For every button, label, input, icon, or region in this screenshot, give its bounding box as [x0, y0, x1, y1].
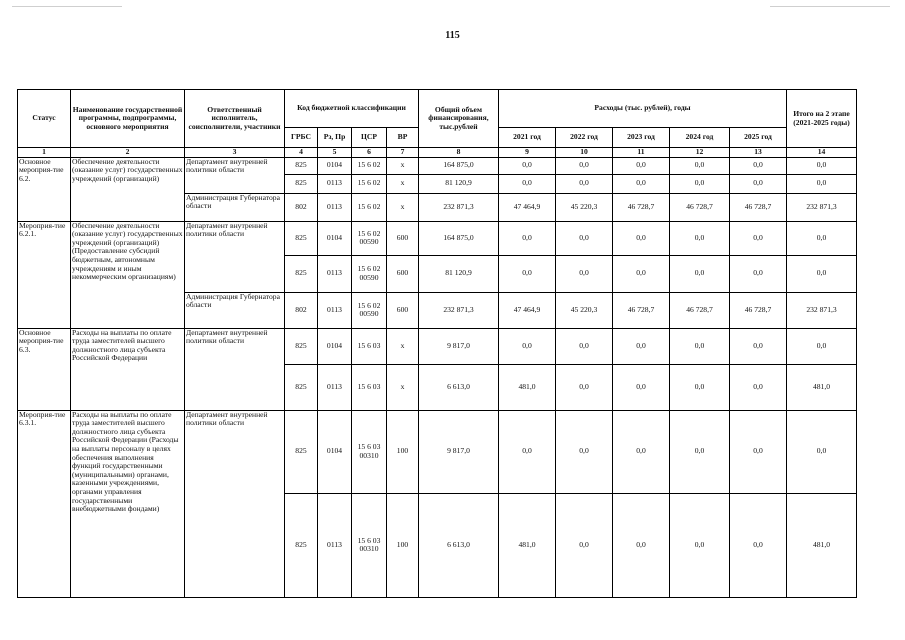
grbs-cell: 802	[285, 292, 318, 328]
stage-total-cell: 0,0	[787, 221, 857, 255]
grbs-cell: 825	[285, 493, 318, 597]
stage-total-cell: 0,0	[787, 328, 857, 364]
rzpr-cell: 0104	[318, 410, 352, 493]
year-2022-cell: 0,0	[556, 221, 613, 255]
year-2024-cell: 0,0	[670, 328, 730, 364]
year-2025-cell: 0,0	[730, 493, 787, 597]
table-row	[18, 221, 857, 255]
event-name-cell: Обеспечение деятельности (оказание услуг) государственных учреждений (организаций) (Предоставление субсидий бюджетным, автономным учреждениям и иным некоммерческим организациям)	[71, 221, 185, 328]
rzpr-cell: 0113	[318, 493, 352, 597]
year-2024-cell: 0,0	[670, 174, 730, 193]
rzpr-cell: 0104	[318, 221, 352, 255]
header-total-volume: Общий объем финансирования, тыс.рублей	[419, 90, 499, 148]
scan-edge-line-left	[12, 6, 122, 7]
column-number: 4	[285, 148, 318, 158]
grbs-cell: 825	[285, 157, 318, 174]
year-2023-cell: 0,0	[613, 493, 670, 597]
year-2024-cell: 0,0	[670, 364, 730, 410]
rzpr-cell: 0104	[318, 328, 352, 364]
vr-cell: 600	[387, 292, 419, 328]
year-2023-cell: 46 728,7	[613, 292, 670, 328]
year-2024-cell: 0,0	[670, 157, 730, 174]
header-year-2022: 2022 год	[556, 128, 613, 148]
header-rzpr: Рз, Пр	[318, 128, 352, 148]
year-2022-cell: 0,0	[556, 174, 613, 193]
column-number: 2	[71, 148, 185, 158]
rzpr-cell: 0113	[318, 292, 352, 328]
year-2021-cell: 0,0	[499, 255, 556, 292]
grbs-cell: 802	[285, 193, 318, 221]
year-2022-cell: 45 220,3	[556, 193, 613, 221]
vr-cell: 100	[387, 410, 419, 493]
year-2024-cell: 46 728,7	[670, 193, 730, 221]
year-2022-cell: 0,0	[556, 328, 613, 364]
vr-cell: 600	[387, 255, 419, 292]
total-cell: 81 120,9	[419, 174, 499, 193]
total-cell: 164 875,0	[419, 221, 499, 255]
stage-total-cell: 0,0	[787, 410, 857, 493]
vr-cell: х	[387, 364, 419, 410]
year-2024-cell: 0,0	[670, 255, 730, 292]
column-number: 12	[670, 148, 730, 158]
header-vr: ВР	[387, 128, 419, 148]
executor-cell: Департамент внутренней политики области	[185, 221, 285, 292]
year-2023-cell: 0,0	[613, 221, 670, 255]
rzpr-cell: 0104	[318, 157, 352, 174]
year-2025-cell: 0,0	[730, 364, 787, 410]
year-2024-cell: 0,0	[670, 221, 730, 255]
header-name: Наименование государственной программы, подпрограммы, основного мероприятия	[71, 90, 185, 148]
year-2022-cell: 0,0	[556, 410, 613, 493]
grbs-cell: 825	[285, 221, 318, 255]
year-2021-cell: 0,0	[499, 328, 556, 364]
stage-total-cell: 0,0	[787, 255, 857, 292]
executor-cell: Департамент внутренней политики области	[185, 410, 285, 597]
rzpr-cell: 0113	[318, 255, 352, 292]
grbs-cell: 825	[285, 328, 318, 364]
rzpr-cell: 0113	[318, 364, 352, 410]
event-name-cell: Расходы на выплаты по оплате труда заместителей высшего должностного лица субъекта Российской Федерации	[71, 328, 185, 410]
executor-cell: Департамент внутренней политики области	[185, 157, 285, 193]
rzpr-cell: 0113	[318, 193, 352, 221]
year-2025-cell: 0,0	[730, 157, 787, 174]
year-2023-cell: 46 728,7	[613, 193, 670, 221]
executor-cell: Департамент внутренней политики области	[185, 328, 285, 410]
executor-cell: Администрация Губернатора области	[185, 292, 285, 328]
table-row	[18, 410, 857, 493]
year-2021-cell: 0,0	[499, 157, 556, 174]
year-2024-cell: 46 728,7	[670, 292, 730, 328]
total-cell: 232 871,3	[419, 193, 499, 221]
csr-cell: 15 6 02 00590	[352, 292, 387, 328]
executor-cell: Администрация Губернатора области	[185, 193, 285, 221]
csr-cell: 15 6 03	[352, 364, 387, 410]
csr-cell: 15 6 02 00590	[352, 255, 387, 292]
column-number: 1	[18, 148, 71, 158]
column-number: 8	[419, 148, 499, 158]
total-cell: 164 875,0	[419, 157, 499, 174]
year-2022-cell: 0,0	[556, 157, 613, 174]
year-2023-cell: 0,0	[613, 328, 670, 364]
total-cell: 9 817,0	[419, 410, 499, 493]
stage-total-cell: 481,0	[787, 364, 857, 410]
column-number: 13	[730, 148, 787, 158]
total-cell: 232 871,3	[419, 292, 499, 328]
year-2025-cell: 0,0	[730, 174, 787, 193]
year-2023-cell: 0,0	[613, 174, 670, 193]
year-2022-cell: 0,0	[556, 364, 613, 410]
vr-cell: х	[387, 328, 419, 364]
total-cell: 81 120,9	[419, 255, 499, 292]
stage-total-cell: 0,0	[787, 174, 857, 193]
year-2025-cell: 46 728,7	[730, 193, 787, 221]
column-number: 6	[352, 148, 387, 158]
year-2021-cell: 481,0	[499, 493, 556, 597]
column-number: 7	[387, 148, 419, 158]
csr-cell: 15 6 02	[352, 174, 387, 193]
header-year-2024: 2024 год	[670, 128, 730, 148]
header-csr: ЦСР	[352, 128, 387, 148]
grbs-cell: 825	[285, 174, 318, 193]
budget-table	[17, 89, 857, 598]
year-2021-cell: 0,0	[499, 221, 556, 255]
csr-cell: 15 6 03 00310	[352, 493, 387, 597]
header-grbs: ГРБС	[285, 128, 318, 148]
csr-cell: 15 6 02	[352, 157, 387, 174]
total-cell: 6 613,0	[419, 493, 499, 597]
csr-cell: 15 6 03	[352, 328, 387, 364]
year-2024-cell: 0,0	[670, 493, 730, 597]
header-year-2023: 2023 год	[613, 128, 670, 148]
year-2021-cell: 0,0	[499, 410, 556, 493]
year-2023-cell: 0,0	[613, 410, 670, 493]
header-status: Статус	[18, 90, 71, 148]
year-2021-cell: 47 464,9	[499, 193, 556, 221]
status-cell: Основное мероприя-тие 6.2.	[18, 157, 71, 221]
stage-total-cell: 481,0	[787, 493, 857, 597]
year-2025-cell: 0,0	[730, 410, 787, 493]
table-row	[18, 157, 857, 174]
status-cell: Мероприя-тие 6.2.1.	[18, 221, 71, 328]
table-body	[18, 157, 857, 597]
column-number: 5	[318, 148, 352, 158]
column-number: 9	[499, 148, 556, 158]
scan-edge-line-right	[770, 6, 890, 7]
stage-total-cell: 0,0	[787, 157, 857, 174]
table-row	[18, 328, 857, 364]
event-name-cell: Расходы на выплаты по оплате труда заместителей высшего должностного лица субъекта Российской Федерации (Расходы на выплаты персоналу в целях обеспечения выполнения функций государственными (муниципальными) органами, казенными учреждениями, органами управления государственными внебюджетными фондами)	[71, 410, 185, 597]
vr-cell: х	[387, 193, 419, 221]
total-cell: 6 613,0	[419, 364, 499, 410]
vr-cell: 600	[387, 221, 419, 255]
status-cell: Мероприя-тие 6.3.1.	[18, 410, 71, 597]
header-year-2025: 2025 год	[730, 128, 787, 148]
column-number: 10	[556, 148, 613, 158]
column-number: 14	[787, 148, 857, 158]
column-number: 3	[185, 148, 285, 158]
year-2023-cell: 0,0	[613, 157, 670, 174]
header-budget-code: Код бюджетной классификации	[285, 90, 419, 128]
total-cell: 9 817,0	[419, 328, 499, 364]
grbs-cell: 825	[285, 364, 318, 410]
vr-cell: 100	[387, 493, 419, 597]
rzpr-cell: 0113	[318, 174, 352, 193]
grbs-cell: 825	[285, 255, 318, 292]
status-cell: Основное мероприя-тие 6.3.	[18, 328, 71, 410]
year-2024-cell: 0,0	[670, 410, 730, 493]
header-year-2021: 2021 год	[499, 128, 556, 148]
header-expenses: Расходы (тыс. рублей), годы	[499, 90, 787, 128]
year-2023-cell: 0,0	[613, 364, 670, 410]
year-2022-cell: 45 220,3	[556, 292, 613, 328]
vr-cell: х	[387, 174, 419, 193]
year-2022-cell: 0,0	[556, 493, 613, 597]
header-total-stage: Итого на 2 этапе (2021-2025 годы)	[787, 90, 857, 148]
year-2025-cell: 46 728,7	[730, 292, 787, 328]
csr-cell: 15 6 02	[352, 193, 387, 221]
year-2025-cell: 0,0	[730, 221, 787, 255]
csr-cell: 15 6 02 00590	[352, 221, 387, 255]
page-number: 115	[445, 30, 460, 41]
year-2021-cell: 0,0	[499, 174, 556, 193]
stage-total-cell: 232 871,3	[787, 193, 857, 221]
vr-cell: х	[387, 157, 419, 174]
year-2021-cell: 47 464,9	[499, 292, 556, 328]
event-name-cell: Обеспечение деятельности (оказание услуг) государственных учреждений (организаций)	[71, 157, 185, 221]
year-2023-cell: 0,0	[613, 255, 670, 292]
year-2025-cell: 0,0	[730, 255, 787, 292]
stage-total-cell: 232 871,3	[787, 292, 857, 328]
year-2025-cell: 0,0	[730, 328, 787, 364]
year-2021-cell: 481,0	[499, 364, 556, 410]
header-executor: Ответственный исполнитель, соисполнители, участники	[185, 90, 285, 148]
grbs-cell: 825	[285, 410, 318, 493]
csr-cell: 15 6 03 00310	[352, 410, 387, 493]
column-number: 11	[613, 148, 670, 158]
year-2022-cell: 0,0	[556, 255, 613, 292]
